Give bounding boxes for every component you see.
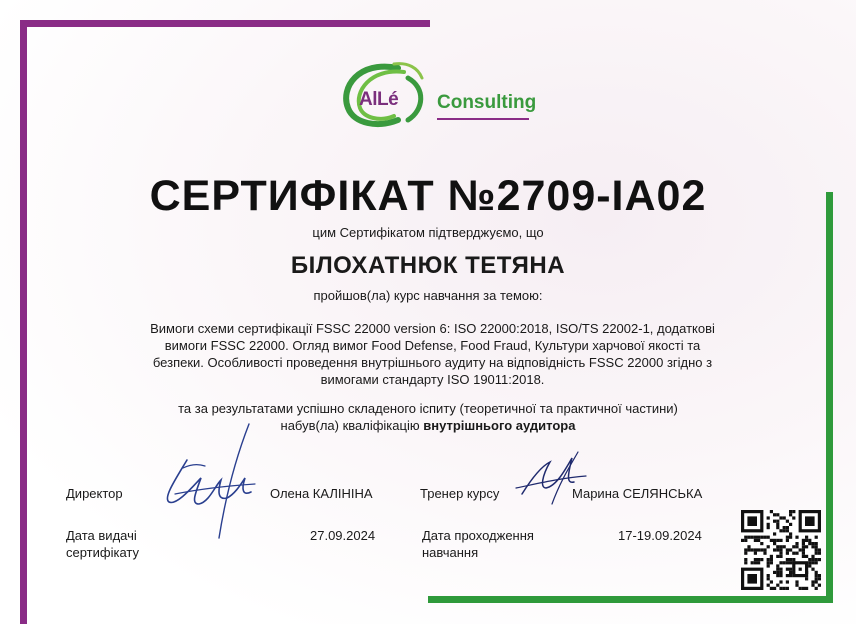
- holder-name: БІЛОХАТНЮК ТЕТЯНА: [290, 252, 566, 279]
- training-dates: 17-19.09.2024: [618, 528, 702, 543]
- logo-name: Consulting: [437, 92, 537, 113]
- course-intro: пройшов(ла) курс навчання за темою:: [313, 288, 543, 303]
- qualification: внутрішнього аудитора: [423, 418, 576, 433]
- trainer-name: Марина СЕЛЯНСЬКА: [572, 486, 703, 501]
- training-date-label: [422, 527, 534, 561]
- issue-date: 27.09.2024: [310, 528, 376, 543]
- frame-purple-left: [20, 20, 27, 624]
- logo-mark-text: AlLé: [359, 89, 399, 110]
- logo-underline: [437, 118, 529, 120]
- director-label: Директор: [66, 486, 123, 501]
- certificate-title: СЕРТИФІКАТ №2709-IA02: [149, 172, 707, 220]
- director-name: Олена КАЛІНІНА: [270, 486, 373, 501]
- frame-purple-top: [20, 20, 430, 27]
- confirm-text: цим Сертифікатом підтверджуємо, що: [312, 225, 544, 240]
- result-text: [0, 400, 856, 434]
- result-line-2-prefix: набув(ла) кваліфікацію: [280, 418, 424, 433]
- issue-date-label-line-1: Дата видачі: [66, 528, 137, 543]
- director-signature-icon: [155, 420, 265, 545]
- qr-code-icon: [741, 510, 821, 590]
- frame-green-bottom: [428, 596, 833, 603]
- result-line-2: [0, 417, 856, 434]
- course-description: Вимоги схеми сертифікації FSSC 22000 version 6: ISO 22000:2018, ISO/TS 22002-1, додаткові вимоги FSSC 22000. Огляд вимог Food Defense, Food Fraud, Культури харчової якості та безпеки. Особливості проведення внутрішнього аудиту на відповідність FSSC 22000 згідно з вимогами стандарту ISO 19011:2018.: [150, 321, 715, 387]
- result-line-1: та за результатами успішно складеного іспиту (теоретичної та практичної частини): [178, 401, 678, 416]
- trainer-label: Тренер курсу: [420, 486, 500, 501]
- issue-date-label-line-2: сертифікату: [66, 545, 139, 560]
- training-date-label-line-1: Дата проходження: [422, 528, 534, 543]
- issue-date-label: [66, 527, 139, 561]
- training-date-label-line-2: навчання: [422, 545, 479, 560]
